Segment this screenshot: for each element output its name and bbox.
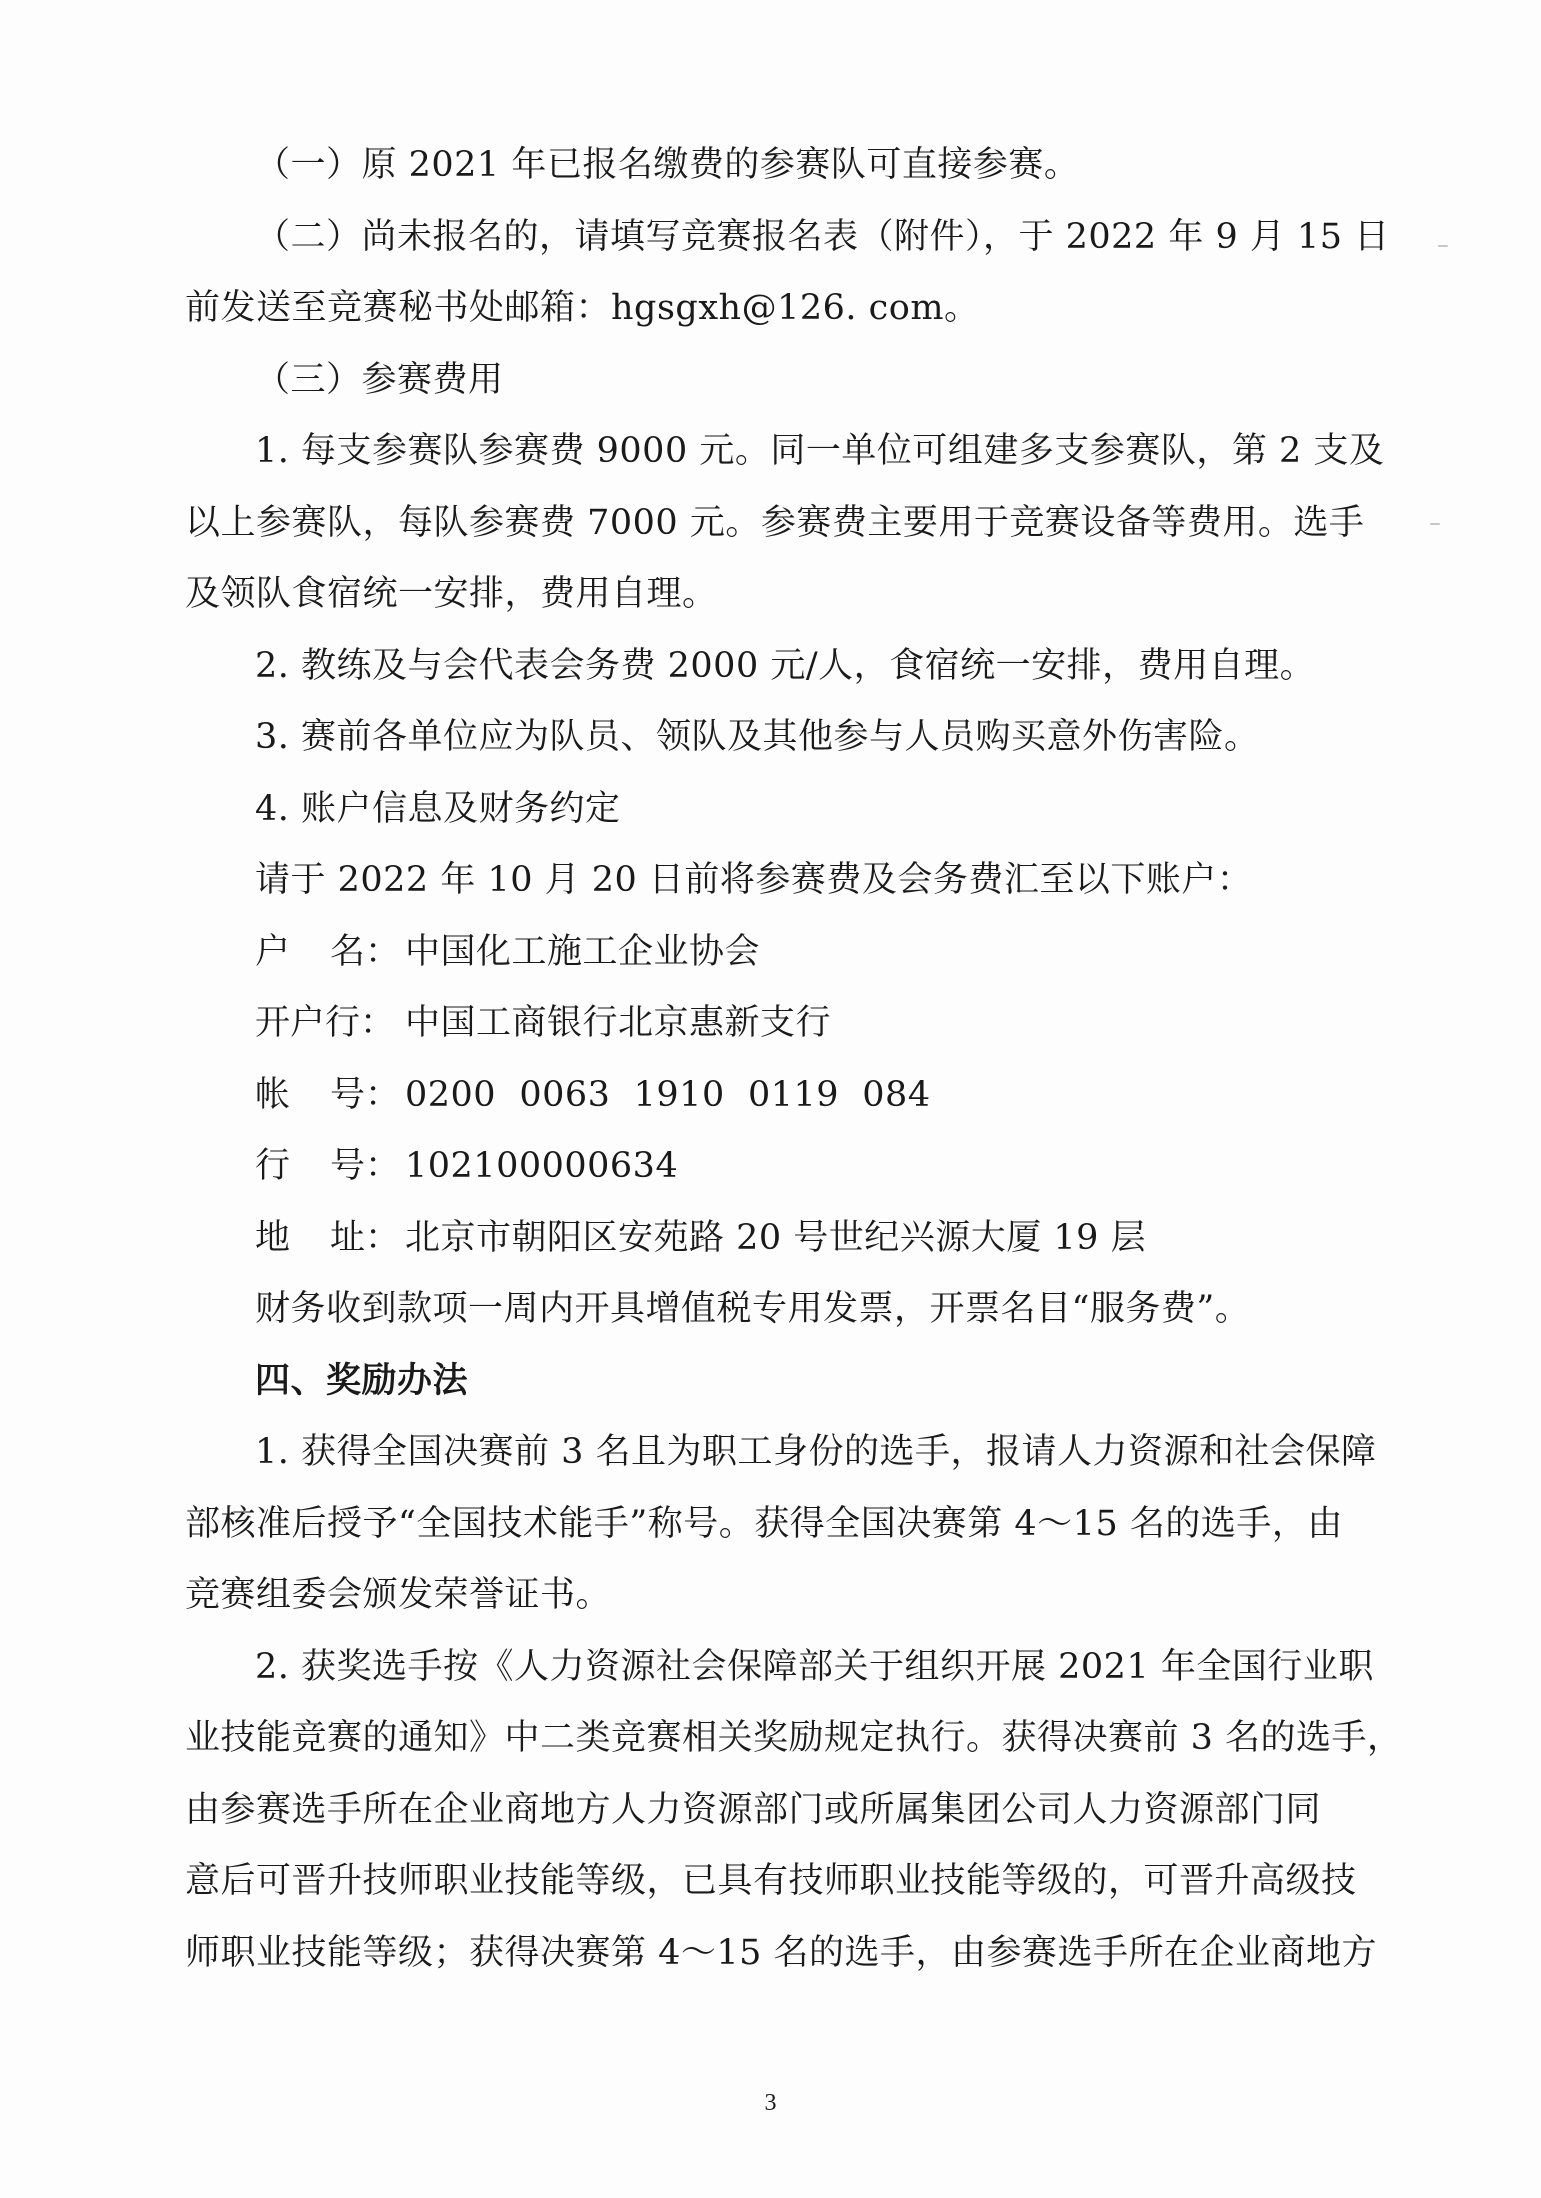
account-bankcode-label: [255, 1131, 405, 1203]
account-number-row: [185, 1060, 1395, 1132]
account-bank-row: [185, 988, 1395, 1060]
account-number-value: 0200 0063 1910 0119 084: [405, 1074, 931, 1115]
account-address-row: [185, 1203, 1395, 1275]
paragraph-team-fee-line-2: 以上参赛队，每队参赛费 7000 元。参赛费主要用于竞赛设备等费用。选手: [185, 502, 1365, 543]
paragraph-invoice-note: 财务收到款项一周内开具增值税专用发票，开票名目“服务费”。: [255, 1289, 1251, 1329]
paragraph-award-1-line-2: 部核准后授予“全国技术能手”称号。获得全国决赛第 4～15 名的选手，由: [185, 1503, 1343, 1544]
account-bank-value: 中国工商银行北京惠新支行: [405, 1003, 832, 1043]
account-address-label: [255, 1203, 405, 1275]
account-bankcode-row: [185, 1131, 1395, 1203]
paragraph-insurance: 3. 赛前各单位应为队员、领队及其他参与人员购买意外伤害险。: [255, 717, 1260, 757]
account-bankcode-label-char-1: 行: [255, 1146, 291, 1186]
paragraph-award-2-line-3: 由参赛选手所在企业商地方人力资源部门或所属集团公司人力资源部门同: [185, 1789, 1322, 1830]
paragraph-award-1-line-3: 竞赛组委会颁发荣誉证书。: [185, 1575, 612, 1615]
account-number-label-char-1: 帐: [255, 1074, 291, 1115]
account-address-label-char-2: 址：: [330, 1217, 401, 1258]
account-address-label-char-1: 地: [255, 1217, 291, 1258]
account-name-value: 中国化工施工企业协会: [405, 931, 761, 972]
page-number: 3: [764, 2090, 777, 2116]
scan-speck: [1438, 245, 1448, 247]
account-name-label: [255, 917, 405, 989]
paragraph-award-2-line-5: 师职业技能等级；获得决赛第 4～15 名的选手，由参赛选手所在企业商地方: [185, 1932, 1378, 1973]
account-name-row: [185, 917, 1395, 989]
paragraph-team-fee-line-3: 及领队食宿统一安排，费用自理。: [185, 574, 718, 614]
paragraph-registered-teams: （一）原 2021 年已报名缴费的参赛队可直接参赛。: [255, 145, 1080, 185]
account-bank-label: 开户行：: [255, 1003, 396, 1043]
section-heading-awards: 四、奖励办法: [255, 1360, 469, 1401]
paragraph-unregistered-line-2: 前发送至竞赛秘书处邮箱：hgsgxh@126. com。: [185, 288, 980, 328]
account-bankcode-value: 102100000634: [405, 1146, 679, 1186]
account-bankcode-label-char-2: 号：: [330, 1146, 401, 1186]
document-body: [185, 130, 1403, 1989]
scan-speck: [1430, 523, 1440, 525]
account-number-label-char-2: 号：: [330, 1074, 401, 1115]
account-number-label: [255, 1060, 405, 1132]
paragraph-award-2-line-4: 意后可晋升技师职业技能等级，已具有技师职业技能等级的，可晋升高级技: [185, 1861, 1357, 1901]
paragraph-coach-fee: 2. 教练及与会代表会务费 2000 元/人，食宿统一安排，费用自理。: [255, 645, 1316, 686]
paragraph-team-fee-line-1: 1. 每支参赛队参赛费 9000 元。同一单位可组建多支参赛队，第 2 支及: [255, 431, 1385, 471]
subheading-fees: （三）参赛费用: [255, 359, 504, 400]
paragraph-award-2-line-1: 2. 获奖选手按《人力资源社会保障部关于组织开展 2021 年全国行业职: [255, 1646, 1374, 1687]
paragraph-unregistered-line-1: （二）尚未报名的，请填写竞赛报名表（附件），于 2022 年 9 月 15 日: [255, 216, 1390, 257]
paragraph-payment-deadline: 请于 2022 年 10 月 20 日前将参赛费及会务费汇至以下账户：: [255, 860, 1253, 900]
paragraph-award-1-line-1: 1. 获得全国决赛前 3 名且为职工身份的选手，报请人力资源和社会保障: [255, 1432, 1377, 1472]
account-name-label-char-1: 户: [255, 931, 291, 972]
paragraph-award-2-line-2: 业技能竞赛的通知》中二类竞赛相关奖励规定执行。获得决赛前 3 名的选手，: [185, 1718, 1403, 1758]
subheading-account-info: 4. 账户信息及财务约定: [255, 788, 621, 829]
account-name-label-char-2: 名：: [330, 931, 401, 972]
account-address-value: 北京市朝阳区安苑路 20 号世纪兴源大厦 19 层: [405, 1217, 1147, 1258]
